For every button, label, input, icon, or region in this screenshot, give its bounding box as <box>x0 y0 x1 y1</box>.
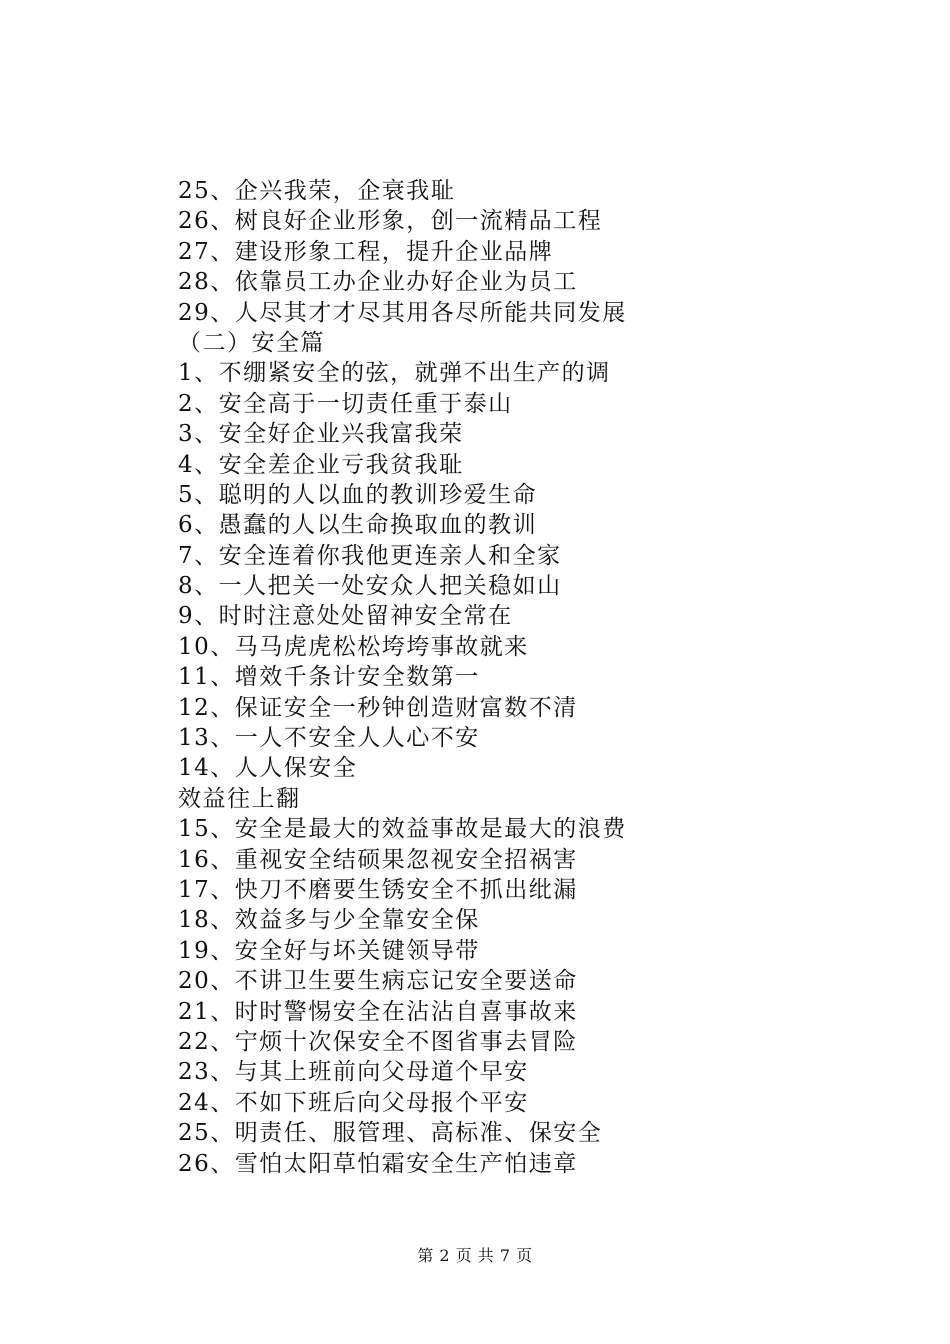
text-line: 29、人尽其才才尽其用各尽所能共同发展 <box>178 299 627 326</box>
text-line: 5、聪明的人以血的教训珍爱生命 <box>178 481 538 508</box>
text-line: 4、安全差企业亏我贫我耻 <box>178 451 464 478</box>
text-line: 16、重视安全结硕果忽视安全招祸害 <box>178 846 578 873</box>
text-line: 22、宁烦十次保安全不图省事去冒险 <box>178 1028 578 1055</box>
text-line: 24、不如下班后向父母报个平安 <box>178 1089 529 1116</box>
text-line: 20、不讲卫生要生病忘记安全要送命 <box>178 968 578 995</box>
text-line: 19、安全好与坏关键领导带 <box>178 937 480 964</box>
text-line: 2、安全高于一切责任重于泰山 <box>178 390 513 417</box>
text-line: 18、效益多与少全靠安全保 <box>178 907 480 934</box>
text-line: 27、建设形象工程，提升企业品牌 <box>178 238 554 265</box>
text-line: 28、依靠员工办企业办好企业为员工 <box>178 269 578 296</box>
text-line: 26、雪怕太阳草怕霜安全生产怕违章 <box>178 1150 578 1177</box>
text-line: 6、愚蠢的人以生命换取血的教训 <box>178 512 538 539</box>
text-line: 14、人人保安全 <box>178 755 358 782</box>
text-line: 15、安全是最大的效益事故是最大的浪费 <box>178 816 627 843</box>
text-line: 21、时时警惕安全在沾沾自喜事故来 <box>178 998 578 1025</box>
document-body <box>178 176 878 1179</box>
text-line: 11、增效千条计安全数第一 <box>178 664 480 691</box>
text-line: 1、不绷紧安全的弦，就弹不出生产的调 <box>178 360 611 387</box>
text-line: 效益往上翻 <box>178 785 301 812</box>
text-line: 23、与其上班前向父母道个早安 <box>178 1059 529 1086</box>
text-line: 3、安全好企业兴我富我荣 <box>178 421 464 448</box>
text-line: 12、保证安全一秒钟创造财富数不清 <box>178 694 578 721</box>
text-line: 10、马马虎虎松松垮垮事故就来 <box>178 633 529 660</box>
text-line: 26、树良好企业形象，创一流精品工程 <box>178 208 603 235</box>
text-line: 9、时时注意处处留神安全常在 <box>178 603 513 630</box>
page-number-footer: 第 2 页 共 7 页 <box>417 1246 533 1265</box>
text-line: 17、快刀不磨要生锈安全不抓出纰漏 <box>178 876 578 903</box>
text-line: 25、企兴我荣，企衰我耻 <box>178 178 456 204</box>
text-line: 25、明责任、服管理、高标准、保安全 <box>178 1120 603 1147</box>
section-heading: （二）安全篇 <box>178 329 325 356</box>
text-line: 7、安全连着你我他更连亲人和全家 <box>178 542 562 569</box>
text-line: 8、一人把关一处安众人把关稳如山 <box>178 573 562 600</box>
text-line: 13、一人不安全人人心不安 <box>178 725 480 752</box>
